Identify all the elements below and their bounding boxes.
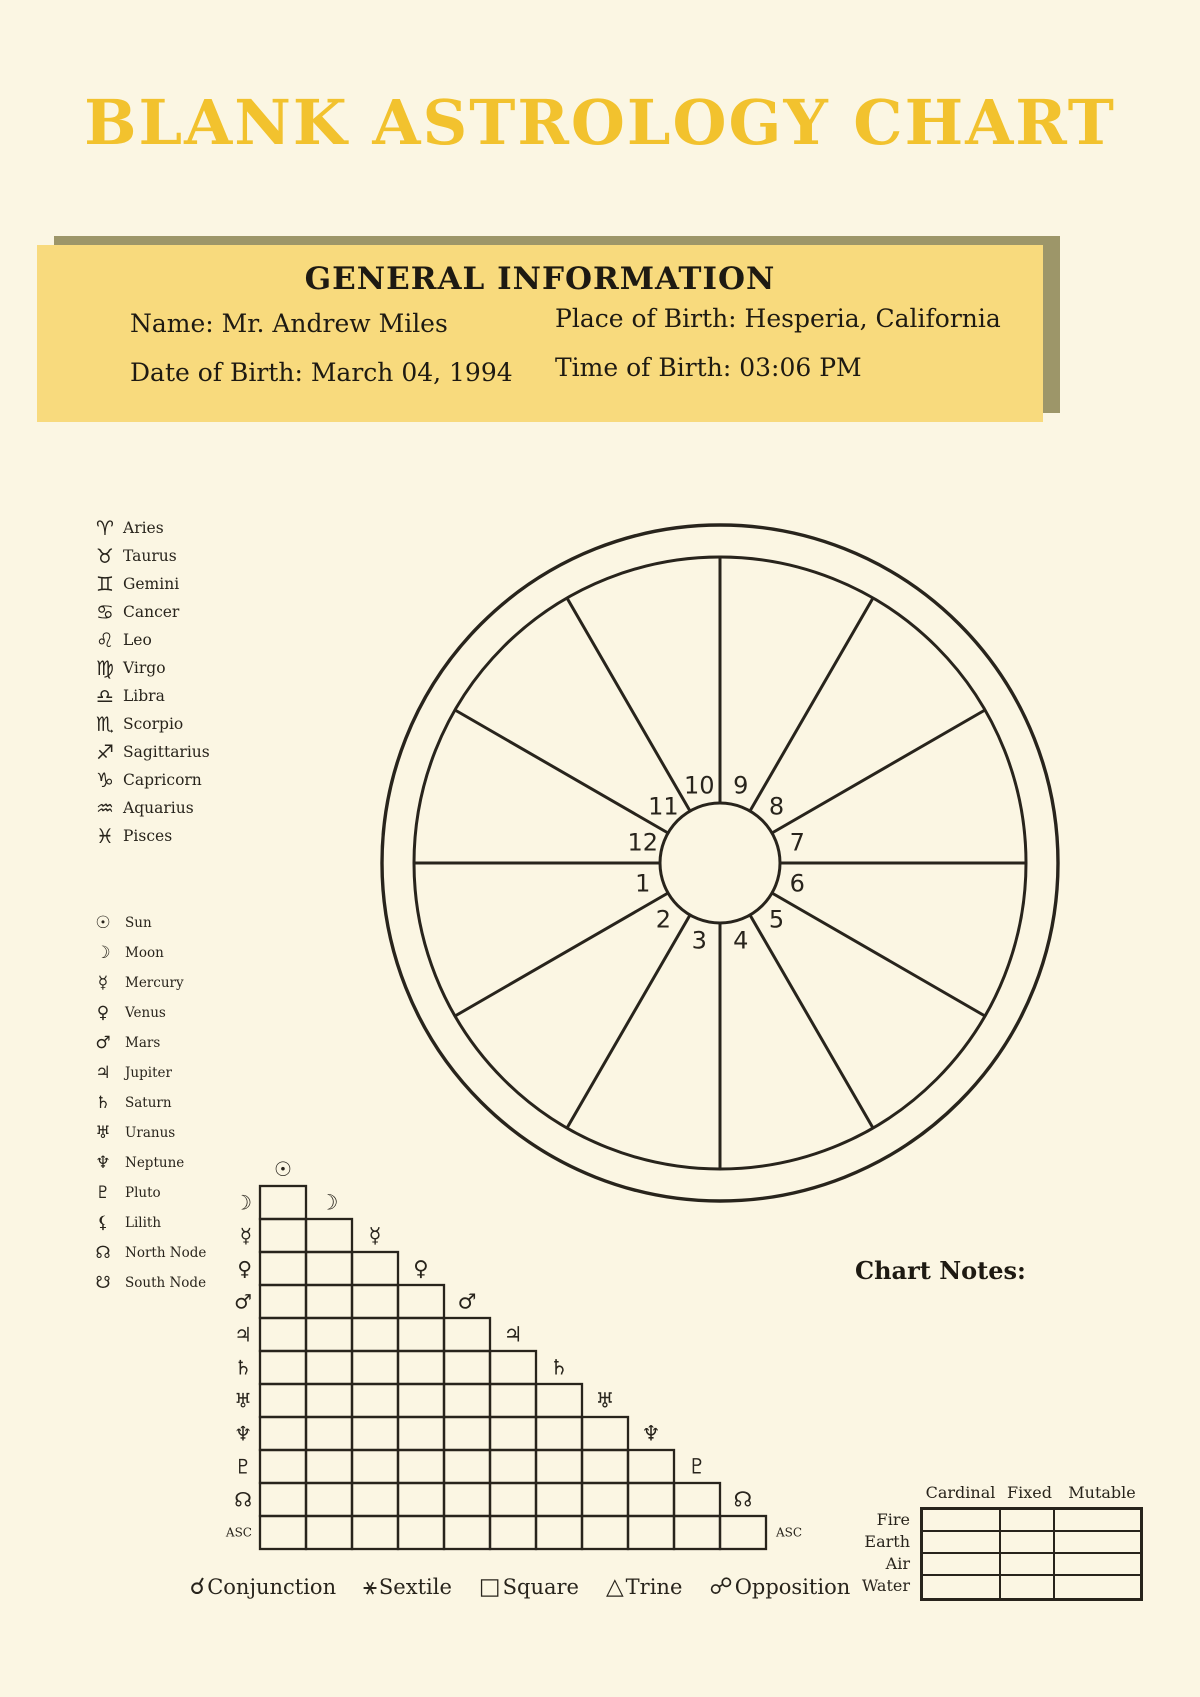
info-name: Name: Mr. Andrew Miles xyxy=(130,309,448,338)
zodiac-label-sagittarius: Sagittarius xyxy=(123,743,210,761)
planet-label-north-node: North Node xyxy=(125,1245,207,1261)
aspect-cell xyxy=(352,1516,398,1549)
row-label-earth: Earth xyxy=(864,1532,910,1551)
aspect-cell xyxy=(352,1384,398,1417)
info-time-of-birth: Time of Birth: 03:06 PM xyxy=(555,353,862,382)
zodiac-label-taurus: Taurus xyxy=(123,547,177,565)
aquarius-icon: ♒ xyxy=(96,796,114,820)
grid-row-label-moon: ☽ xyxy=(234,1190,252,1215)
aspect-cell xyxy=(444,1516,490,1549)
table-cell-fire-mutable xyxy=(1055,1510,1140,1532)
aspect-cell xyxy=(398,1384,444,1417)
planet-item-mars xyxy=(90,1028,206,1058)
opposition-icon: ☍ xyxy=(709,1574,733,1600)
chart-notes-label: Chart Notes: xyxy=(855,1256,1026,1285)
jupiter-icon: ♃ xyxy=(95,1063,111,1083)
modality-table-cells xyxy=(920,1507,1143,1601)
house-number-7: 7 xyxy=(789,828,805,857)
aspect-cell xyxy=(536,1417,582,1450)
planet-label-mercury: Mercury xyxy=(125,975,184,991)
house-number-5: 5 xyxy=(768,905,785,934)
column-header-cardinal: Cardinal xyxy=(925,1483,996,1502)
aspect-cell xyxy=(260,1252,306,1285)
general-info-title: GENERAL INFORMATION xyxy=(304,261,776,297)
aspect-cell xyxy=(536,1450,582,1483)
zodiac-label-cancer: Cancer xyxy=(123,603,180,621)
aspect-cell xyxy=(306,1219,352,1252)
row-label-fire: Fire xyxy=(876,1510,910,1529)
grid-row-label-pluto: ♇ xyxy=(234,1454,252,1479)
saturn-icon: ♄ xyxy=(95,1093,111,1113)
table-cell-water-cardinal xyxy=(923,1576,1001,1598)
aspect-cell xyxy=(628,1483,674,1516)
venus-icon: ♀ xyxy=(96,1003,110,1023)
zodiac-item-aries xyxy=(90,514,210,542)
legend-label-opposition: Opposition xyxy=(734,1575,851,1599)
house-number-6: 6 xyxy=(789,869,805,898)
zodiac-item-capricorn xyxy=(90,766,210,794)
zodiac-label-pisces: Pisces xyxy=(123,827,173,845)
north-node-icon: ☊ xyxy=(95,1243,111,1263)
legend-label-conjunction: Conjunction xyxy=(207,1575,337,1599)
leo-icon: ♌ xyxy=(96,628,114,652)
aspect-grid xyxy=(190,1138,850,1578)
planet-label-mars: Mars xyxy=(125,1035,161,1051)
planet-item-mercury xyxy=(90,968,206,998)
legend-label-trine: Trine xyxy=(625,1575,683,1599)
aspect-cell xyxy=(260,1516,306,1549)
grid-diagonal-north-node: ☊ xyxy=(733,1487,753,1512)
planet-label-pluto: Pluto xyxy=(125,1185,161,1201)
modality-table-headers xyxy=(920,1483,1146,1502)
zodiac-item-leo xyxy=(90,626,210,654)
sextile-icon: ⚹ xyxy=(363,1574,377,1600)
sun-icon: ☉ xyxy=(95,913,111,933)
planet-label-jupiter: Jupiter xyxy=(125,1065,172,1081)
aspect-legend xyxy=(190,1574,850,1600)
aspect-cell xyxy=(260,1417,306,1450)
grid-diagonal-moon: ☽ xyxy=(319,1190,339,1215)
grid-diagonal-saturn: ♄ xyxy=(549,1355,569,1380)
table-cell-air-fixed xyxy=(1001,1554,1055,1576)
aspect-cell xyxy=(490,1516,536,1549)
aspect-cell xyxy=(398,1516,444,1549)
grid-diagonal-mercury: ☿ xyxy=(368,1223,382,1248)
aspect-cell xyxy=(398,1417,444,1450)
house-number-9: 9 xyxy=(733,771,749,800)
aspect-cell xyxy=(260,1219,306,1252)
aspect-cell xyxy=(306,1483,352,1516)
row-label-air: Air xyxy=(885,1554,910,1573)
aspect-cell xyxy=(674,1483,720,1516)
wheel-hub-circle xyxy=(660,803,780,923)
grid-row-label-mercury: ☿ xyxy=(239,1223,252,1248)
aspect-cell xyxy=(628,1450,674,1483)
aspect-cell xyxy=(306,1516,352,1549)
aspect-cell xyxy=(352,1318,398,1351)
pluto-icon: ♇ xyxy=(95,1183,111,1203)
wheel-cusp-line xyxy=(567,598,690,811)
aspect-cell xyxy=(444,1318,490,1351)
zodiac-label-capricorn: Capricorn xyxy=(123,771,202,789)
aspect-cell xyxy=(352,1252,398,1285)
aspect-cell xyxy=(352,1483,398,1516)
house-wheel-chart xyxy=(370,513,1070,1213)
aspect-cell xyxy=(582,1450,628,1483)
uranus-icon: ♅ xyxy=(95,1123,111,1143)
house-number-11: 11 xyxy=(648,792,679,821)
general-info-panel xyxy=(37,245,1043,422)
taurus-icon: ♉ xyxy=(96,544,114,568)
planet-label-south-node: South Node xyxy=(125,1275,207,1291)
grid-row-label-neptune: ♆ xyxy=(234,1421,252,1446)
grid-row-label-north-node: ☊ xyxy=(234,1487,252,1512)
zodiac-item-aquarius xyxy=(90,794,210,822)
zodiac-item-taurus xyxy=(90,542,210,570)
aspect-cell xyxy=(260,1285,306,1318)
planet-item-lilith xyxy=(90,1208,206,1238)
wheel-cusp-line xyxy=(567,915,690,1128)
south-node-icon: ☋ xyxy=(95,1273,111,1293)
aspect-cell xyxy=(306,1285,352,1318)
aspect-cell xyxy=(398,1285,444,1318)
table-cell-water-mutable xyxy=(1055,1576,1140,1598)
aries-icon: ♈ xyxy=(96,516,114,540)
aspect-cell xyxy=(260,1384,306,1417)
aspect-cell xyxy=(352,1450,398,1483)
aspect-cell xyxy=(260,1483,306,1516)
column-header-mutable: Mutable xyxy=(1068,1483,1136,1502)
zodiac-label-aries: Aries xyxy=(123,519,164,537)
gemini-icon: ♊ xyxy=(96,572,114,596)
planet-label-venus: Venus xyxy=(125,1005,166,1021)
aspect-cell xyxy=(444,1450,490,1483)
aspect-cell xyxy=(260,1351,306,1384)
aspect-cell xyxy=(536,1516,582,1549)
zodiac-label-leo: Leo xyxy=(123,631,152,649)
house-number-12: 12 xyxy=(627,828,658,857)
grid-diagonal-neptune: ♆ xyxy=(641,1421,661,1446)
aspect-cell xyxy=(582,1417,628,1450)
neptune-icon: ♆ xyxy=(95,1153,111,1173)
zodiac-item-libra xyxy=(90,682,210,710)
aspect-cell xyxy=(536,1483,582,1516)
planet-item-uranus xyxy=(90,1118,206,1148)
square-icon: □ xyxy=(478,1574,501,1600)
table-cell-fire-fixed xyxy=(1001,1510,1055,1532)
sun-grid-icon: ☉ xyxy=(274,1157,292,1181)
aspect-cell xyxy=(582,1516,628,1549)
legend-item-opposition xyxy=(709,1574,850,1600)
planet-item-jupiter xyxy=(90,1058,206,1088)
aspect-cell xyxy=(490,1351,536,1384)
aspect-cell xyxy=(444,1351,490,1384)
legend-item-sextile xyxy=(363,1574,452,1600)
zodiac-item-sagittarius xyxy=(90,738,210,766)
aspect-cell xyxy=(490,1450,536,1483)
zodiac-label-virgo: Virgo xyxy=(123,659,166,677)
lilith-icon: ⚸ xyxy=(96,1213,110,1233)
zodiac-item-scorpio xyxy=(90,710,210,738)
wheel-cusp-line xyxy=(772,710,985,833)
grid-row-label-saturn: ♄ xyxy=(234,1355,252,1380)
zodiac-item-gemini xyxy=(90,570,210,598)
modality-element-table xyxy=(861,1483,1146,1601)
zodiac-label-gemini: Gemini xyxy=(123,575,180,593)
grid-row-label-uranus: ♅ xyxy=(234,1388,252,1413)
aspect-cell xyxy=(306,1417,352,1450)
house-number-2: 2 xyxy=(655,905,672,934)
table-cell-air-cardinal xyxy=(923,1554,1001,1576)
zodiac-label-scorpio: Scorpio xyxy=(123,715,184,733)
wheel-cusp-line xyxy=(455,893,668,1016)
grid-diagonal-uranus: ♅ xyxy=(595,1388,615,1413)
sagittarius-icon: ♐ xyxy=(96,740,114,764)
aspect-cell xyxy=(720,1516,766,1549)
grid-row-label-ascendant: ASC xyxy=(225,1525,252,1540)
aspect-cell xyxy=(444,1384,490,1417)
planet-label-uranus: Uranus xyxy=(125,1125,176,1141)
element-row-labels xyxy=(862,1509,910,1597)
aspect-cell xyxy=(444,1483,490,1516)
aspect-cell xyxy=(398,1483,444,1516)
planet-item-moon xyxy=(90,938,206,968)
legend-label-sextile: Sextile xyxy=(378,1575,452,1599)
libra-icon: ♎ xyxy=(96,684,114,708)
planet-item-sun xyxy=(90,908,206,938)
wheel-cusp-line xyxy=(750,598,873,811)
aspect-cell xyxy=(352,1285,398,1318)
aspect-cell xyxy=(490,1417,536,1450)
mars-icon: ♂ xyxy=(95,1033,111,1053)
zodiac-label-aquarius: Aquarius xyxy=(123,799,194,817)
aspect-cell xyxy=(306,1252,352,1285)
grid-row-label-mars: ♂ xyxy=(234,1289,252,1314)
aspect-cell xyxy=(306,1318,352,1351)
planet-item-venus xyxy=(90,998,206,1028)
zodiac-item-virgo xyxy=(90,654,210,682)
aspect-cell xyxy=(398,1318,444,1351)
table-cell-air-mutable xyxy=(1055,1554,1140,1576)
aspect-cell xyxy=(582,1483,628,1516)
grid-row-label-venus: ♀ xyxy=(237,1256,252,1281)
zodiac-item-pisces xyxy=(90,822,210,850)
house-number-4: 4 xyxy=(733,926,749,955)
table-cell-water-fixed xyxy=(1001,1576,1055,1598)
aspect-cell xyxy=(260,1186,306,1219)
column-header-fixed: Fixed xyxy=(1007,1483,1052,1502)
virgo-icon: ♍ xyxy=(96,656,114,680)
aspect-cell xyxy=(352,1417,398,1450)
aspect-cell xyxy=(260,1450,306,1483)
aspect-cell xyxy=(444,1417,490,1450)
zodiac-item-cancer xyxy=(90,598,210,626)
wheel-cusp-line xyxy=(772,893,985,1016)
legend-item-square xyxy=(479,1574,579,1600)
moon-icon: ☽ xyxy=(95,943,111,963)
aspect-cell xyxy=(628,1516,674,1549)
wheel-cusp-line xyxy=(750,915,873,1128)
planet-label-lilith: Lilith xyxy=(125,1215,162,1231)
planet-label-moon: Moon xyxy=(125,945,164,961)
aspect-cell xyxy=(398,1351,444,1384)
planet-item-south-node xyxy=(90,1268,206,1298)
aspect-cell xyxy=(260,1318,306,1351)
planet-item-saturn xyxy=(90,1088,206,1118)
legend-item-conjunction xyxy=(190,1574,336,1600)
planet-label-sun: Sun xyxy=(125,915,152,931)
house-number-3: 3 xyxy=(691,926,707,955)
aspect-cell xyxy=(306,1384,352,1417)
planet-item-pluto xyxy=(90,1178,206,1208)
general-info-box xyxy=(37,245,1043,422)
aspect-cell xyxy=(306,1351,352,1384)
grid-row-label-jupiter: ♃ xyxy=(234,1322,252,1347)
grid-diagonal-venus: ♀ xyxy=(413,1256,429,1281)
legend-label-square: Square xyxy=(502,1575,579,1599)
aspect-cell xyxy=(398,1450,444,1483)
planet-item-north-node xyxy=(90,1238,206,1268)
zodiac-legend xyxy=(90,514,210,850)
table-cell-earth-fixed xyxy=(1001,1532,1055,1554)
table-cell-earth-mutable xyxy=(1055,1532,1140,1554)
conjunction-icon: ☌ xyxy=(189,1574,206,1600)
grid-diagonal-ascendant: ASC xyxy=(775,1525,803,1540)
capricorn-icon: ♑ xyxy=(96,768,114,792)
aspect-cell xyxy=(674,1516,720,1549)
mercury-icon: ☿ xyxy=(97,973,109,993)
house-number-10: 10 xyxy=(684,771,715,800)
cancer-icon: ♋ xyxy=(96,600,114,624)
grid-diagonal-mars: ♂ xyxy=(457,1289,477,1314)
page-title: BLANK ASTROLOGY CHART xyxy=(84,86,1116,159)
aspect-cell xyxy=(306,1450,352,1483)
wheel-cusp-line xyxy=(455,710,668,833)
info-date-of-birth: Date of Birth: March 04, 1994 xyxy=(130,358,513,387)
scorpio-icon: ♏ xyxy=(96,712,114,736)
house-number-1: 1 xyxy=(635,869,651,898)
planet-item-neptune xyxy=(90,1148,206,1178)
legend-item-trine xyxy=(606,1574,682,1600)
aspect-cell xyxy=(352,1351,398,1384)
grid-diagonal-jupiter: ♃ xyxy=(503,1322,523,1347)
pisces-icon: ♓ xyxy=(96,824,114,848)
house-number-8: 8 xyxy=(768,792,785,821)
planet-label-neptune: Neptune xyxy=(125,1155,185,1171)
aspect-cell xyxy=(490,1483,536,1516)
planet-label-saturn: Saturn xyxy=(125,1095,172,1111)
aspect-cell xyxy=(536,1384,582,1417)
aspect-cell xyxy=(490,1384,536,1417)
zodiac-label-libra: Libra xyxy=(123,687,165,705)
info-place-of-birth: Place of Birth: Hesperia, California xyxy=(555,304,1001,333)
planet-legend xyxy=(90,908,206,1298)
table-cell-fire-cardinal xyxy=(923,1510,1001,1532)
table-cell-earth-cardinal xyxy=(923,1532,1001,1554)
row-label-water: Water xyxy=(861,1576,910,1595)
grid-diagonal-pluto: ♇ xyxy=(687,1454,707,1479)
trine-icon: △ xyxy=(605,1574,624,1600)
